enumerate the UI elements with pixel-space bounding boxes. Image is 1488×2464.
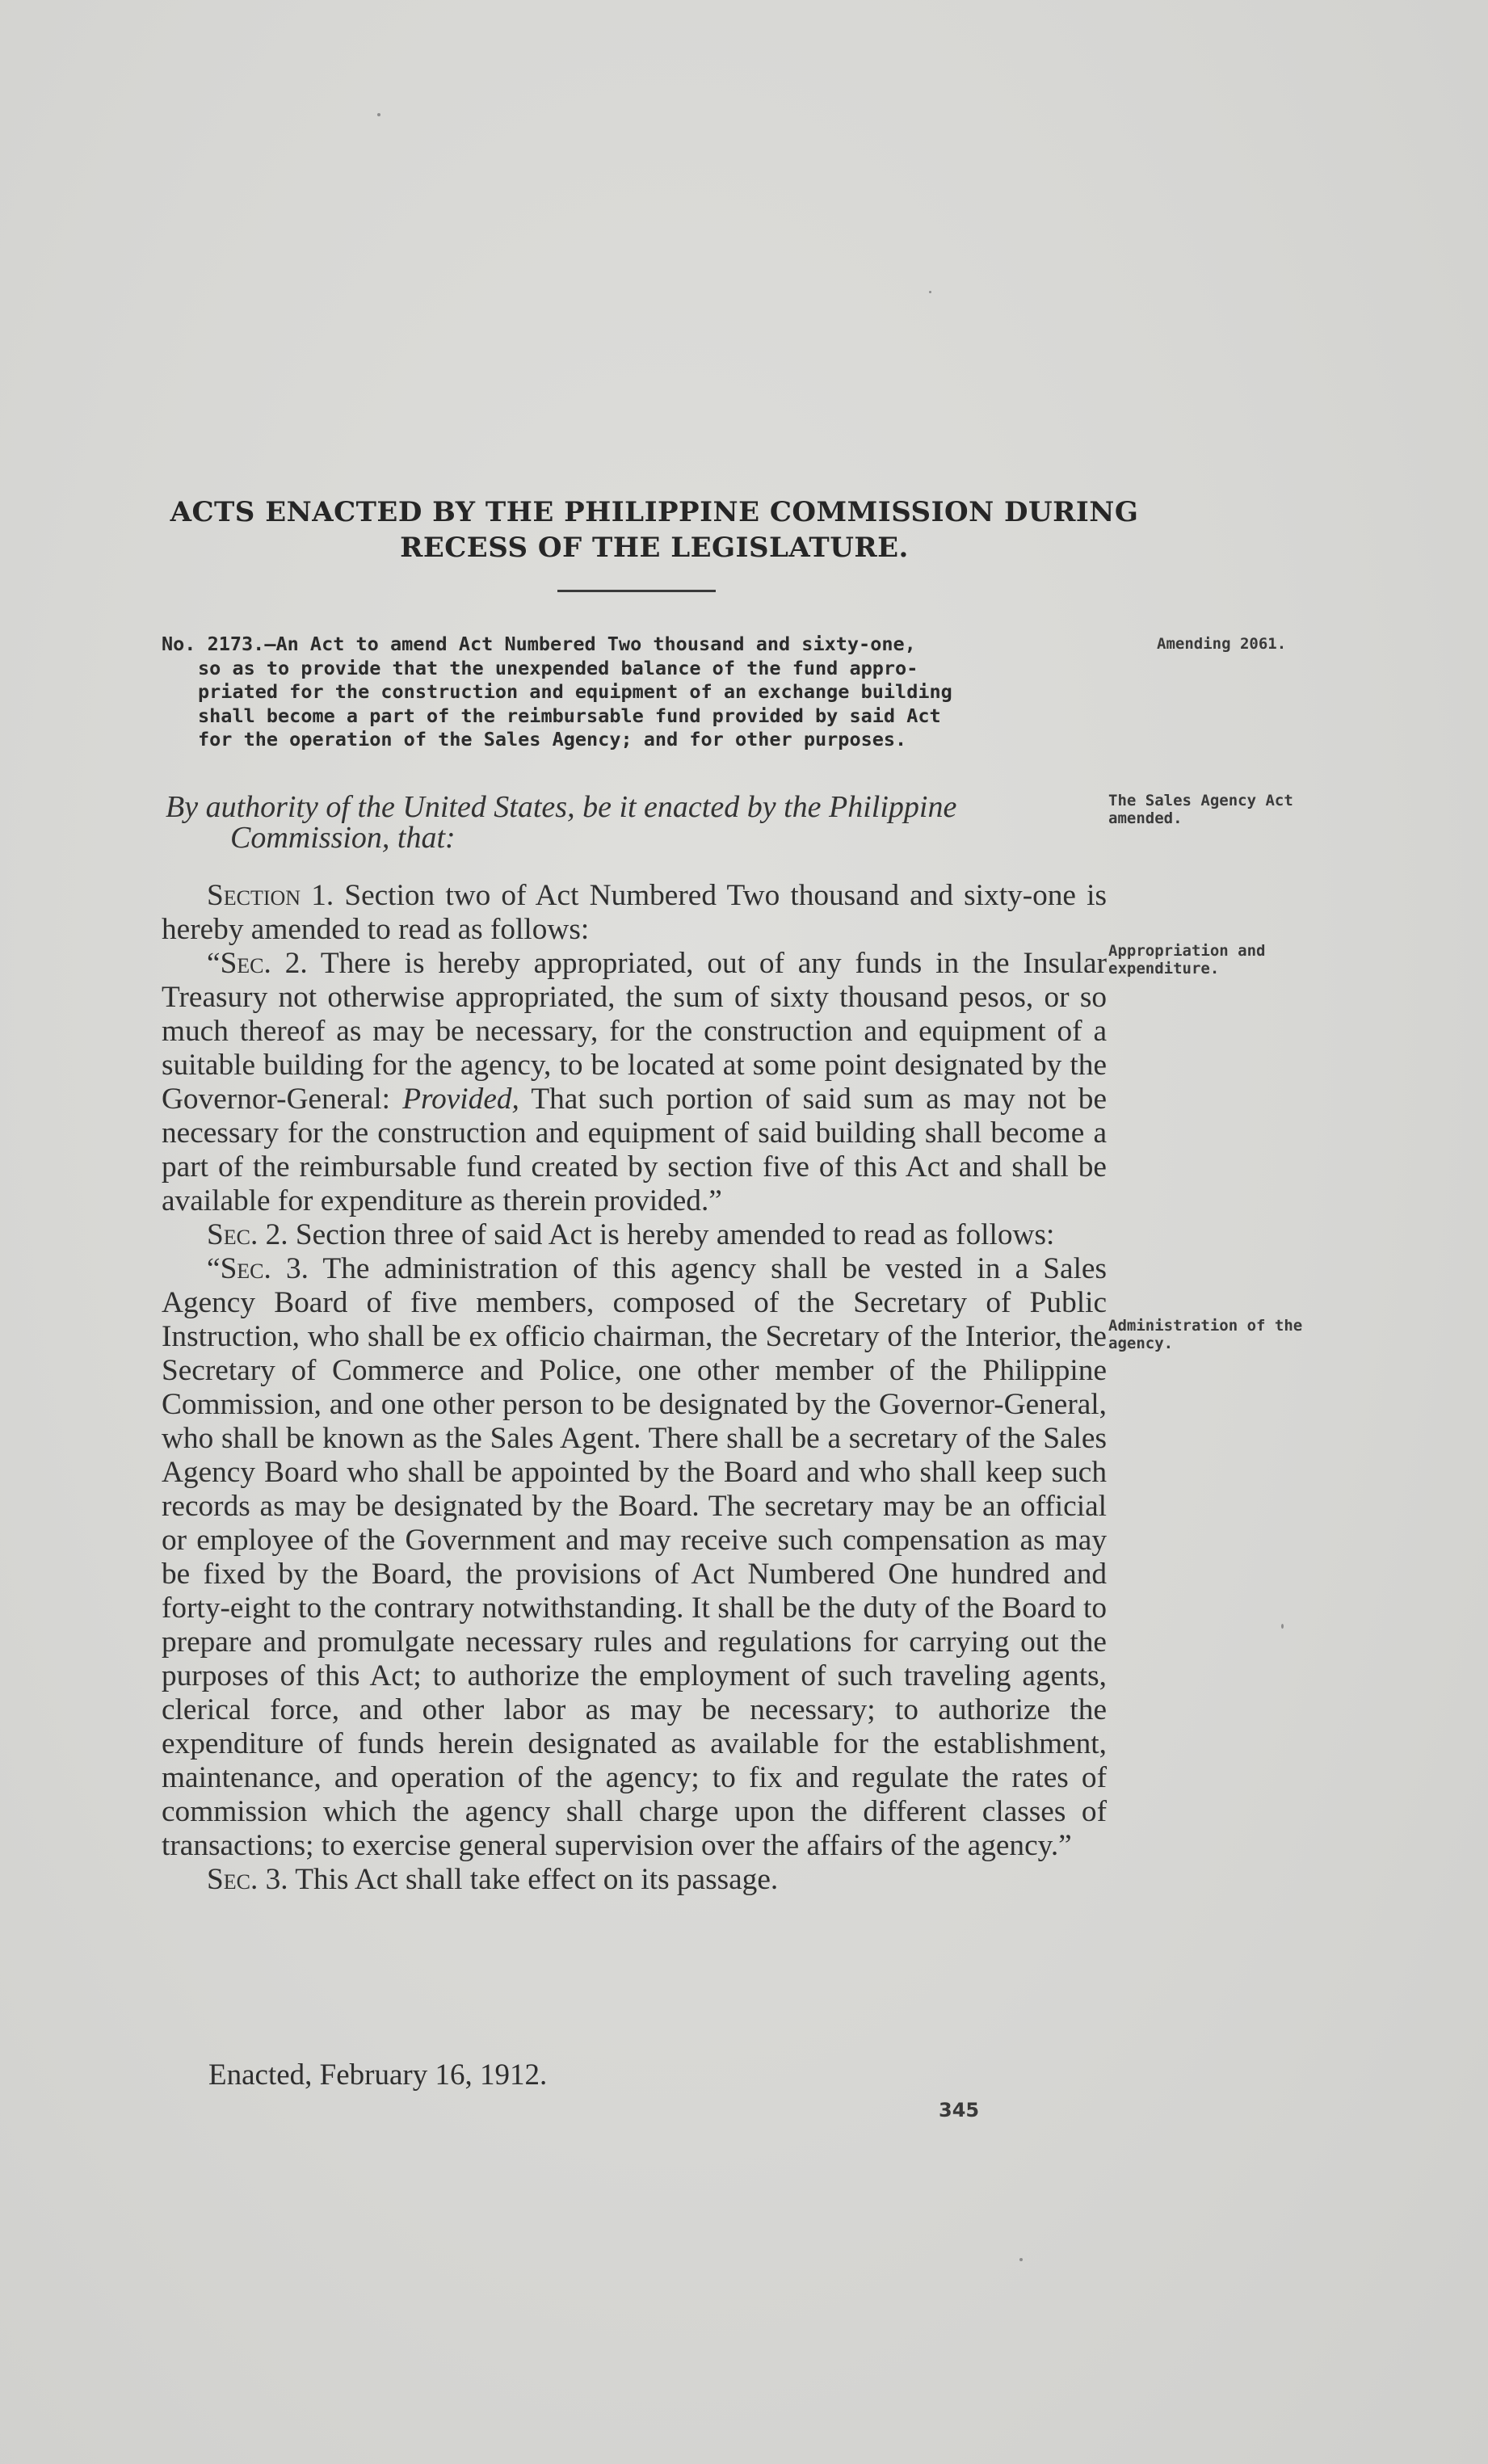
section-1-paragraph [162, 879, 1107, 947]
act-title-line-3: priated for the construction and equipment of an exchange building [198, 680, 952, 703]
paper-speck [377, 113, 380, 116]
margin-note-appropriation: Appropriation and expenditure. [1108, 942, 1266, 978]
page-number: 345 [939, 2099, 980, 2121]
margin-note-amending: Amending 2061. [1157, 635, 1287, 653]
quoted-sec-3-paragraph [162, 1252, 1107, 1863]
heading-divider [557, 590, 716, 592]
section-3-text: 3. This Act shall take effect on its passage. [258, 1863, 779, 1896]
margin-note-act-amended: The Sales Agency Act amended. [1108, 792, 1293, 827]
quoted-sec-3-text: 3. The administration of this agency shall be vested in a Sales Agency Board of five members, composed of the Secretary of Public Instruction, who shall be ex officio chairman, the Secretary of the Interior, the Secretary of Commerce and Police, one other member of the Philippine Commission, and one other person to be designated by the Governor-General, who shall be known as the Sales Agent. There shall be a secretary of the Sales Agency Board who shall be appointed by the Board and who shall keep such records as may be designated by the Board. The secretary may be an official or employee of the Government and may receive such compensation as may be fixed by the Board, the provisions of Act Numbered One hundred and forty-eight to the contrary notwithstanding. It shall be the duty of the Board to prepare and promulgate necessary rules and regulations for carrying out the purposes of this Act; to authorize the employment of such traveling agents, clerical force, and other labor as may be necessary; to authorize the expenditure of funds herein designated as available for the establishment, maintenance, and operation of the agency; to fix and regulate the rates of commission which the agency shall charge upon the different classes of transactions; to exercise general supervision over the affairs of the agency.” [162, 1252, 1107, 1862]
quoted-sec-2-provided: Provided, [402, 1083, 519, 1116]
page-heading [162, 494, 1147, 566]
enacting-line-1: By authority of the United States, be it enacted by the Philippine [166, 790, 957, 824]
section-3-paragraph [162, 1863, 1107, 1897]
section-1-label: Section [207, 879, 301, 912]
heading-line-2: RECESS OF THE LEGISLATURE. [400, 532, 909, 564]
quoted-sec-2-open-quote: “ [207, 947, 221, 980]
act-body [162, 879, 1107, 1897]
quoted-sec-3-label: Sec. [220, 1252, 271, 1285]
heading-line-1: ACTS ENACTED BY THE PHILIPPINE COMMISSION DURING [170, 496, 1139, 528]
margin-note-administration: Administration of the agency. [1108, 1317, 1303, 1352]
act-title-line-2: so as to provide that the unexpended balance of the fund appro- [198, 656, 918, 679]
section-2-text: 2. Section three of said Act is hereby amended to read as follows: [258, 1218, 1055, 1251]
act-title-line-5: for the operation of the Sales Agency; and for other purposes. [198, 728, 907, 751]
section-3-label: Sec. [207, 1863, 259, 1896]
paper-speck [1281, 1624, 1284, 1629]
quoted-sec-3-open-quote: “ [207, 1252, 221, 1285]
act-title-line-4: shall become a part of the reimbursable fund provided by said Act [198, 704, 941, 727]
section-1-text: 1. Section two of Act Numbered Two thousand and sixty-one is hereby amended to read as follows: [162, 879, 1107, 946]
quoted-sec-2-text-b: That such portion of said sum as may not be necessary for the construction and equipment of said building shall become a part of the reimbursable fund created by section five of this Act and shall be available for expenditure as therein provided.” [162, 1083, 1107, 1217]
quoted-sec-2-label: Sec. [220, 947, 271, 980]
quoted-sec-2-text-a: 2. There is hereby appropriated, out of any funds in the Insular Treasury not otherwise appropriated, the sum of sixty thousand pesos, or so much thereof as may be necessary, for the construction and equipment of a suitable building for the agency, to be located at some point designated by the Governor-General: [162, 947, 1107, 1116]
enacting-line-2: Commission, that: [230, 821, 456, 855]
paper-speck [929, 291, 931, 293]
enacting-clause [166, 792, 1119, 853]
act-title-line-1: No. 2173.—An Act to amend Act Numbered Two thousand and sixty-one, [162, 633, 916, 655]
quoted-sec-2-paragraph [162, 947, 1107, 1218]
act-title [162, 633, 1107, 752]
paper-speck [1019, 2258, 1023, 2261]
enacted-date: Enacted, February 16, 1912. [208, 2058, 548, 2092]
section-2-paragraph [162, 1218, 1107, 1252]
section-2-label: Sec. [207, 1218, 259, 1251]
